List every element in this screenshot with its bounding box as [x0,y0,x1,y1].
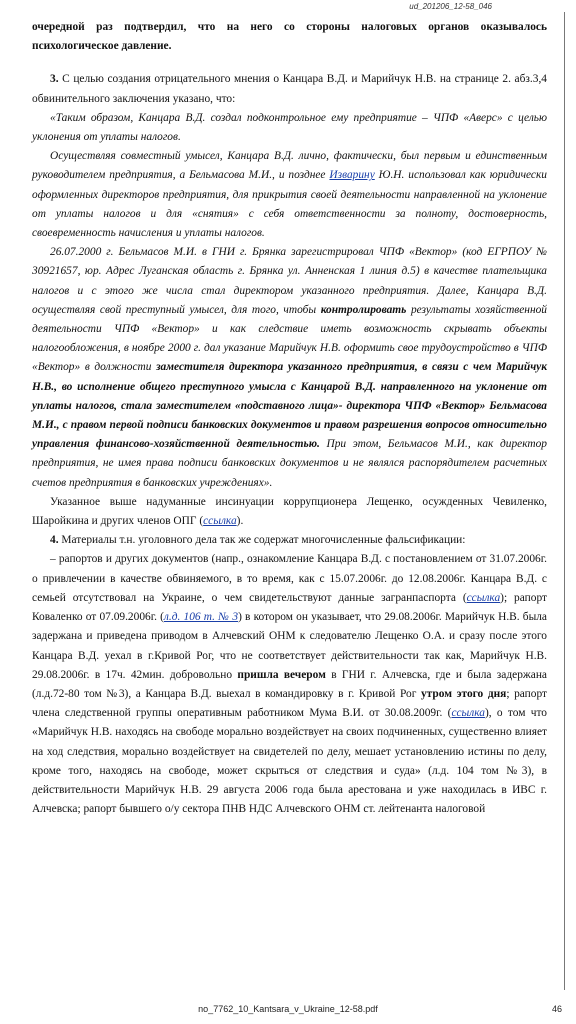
text-span: При этом, Бельмасов М.И., как директор предприятия, не имея права подписи банковских документов и не являлся распорядителем расчетных счетов предприятия в банковских учреждениях». [32,438,547,489]
quote-paragraph-2 [32,147,547,243]
link-source-3[interactable]: ссылка [451,707,485,720]
text-span: – рапортов и других документов (напр., ознакомление Канцара В.Д. с постановлением от 31.07.2006г. о привлечении в качестве обвиняемого, в то время, как с 15.07.2006г. до 12.08.2006г. Канцара В.Д. с семьей отсутствовал на Украине, о чем свидетельствуют данные загранпаспорта ( [32,553,547,604]
text-span: Материалы т.н. уголовного дела так же содержат многочисленные фальсификации: [58,534,466,547]
text-span: С целью создания отрицательного мнения о Канцара В.Д. и Марийчук Н.В. на странице 2. абз.3,4 обвинительного заключения указано, что: [32,73,547,105]
bold-text: пришла вечером [237,668,326,681]
point-number: 4. [50,534,59,547]
link-source-2[interactable]: ссылка [466,591,501,604]
document-reference: ud_201206_12-58_046 [409,2,492,11]
paragraph-point-3 [32,70,547,108]
bold-text: очередной раз подтвердил, что на него со стороны налоговых органов оказывалось психологическое давление. [32,21,547,53]
text-span: Ю.Н. использовал как юридически оформленных директоров предприятия, для прикрытия своей деятельности направленной на уклонение от уплаты налогов и для «снятия» с себя ответственности за полноту, достоверность, своевременность начисления и уплаты налогов. [32,169,548,240]
bold-text: утром этого дня [420,687,507,700]
link-izvarina[interactable]: Изварину [329,169,375,182]
paragraph-point-4 [32,531,547,550]
text-span: ) в котором он указывает, что 29.08.2006г. Марийчук Н.В. была задержана и приведена приводом в Алчевский ОНМ к следователю Лещенко О.А. и сразу после этого Канцара В.Д. уехал в г.Кривой Рог, что не соответствует действительности так как, Марийчук Н.В. 29.08.2006г. в 17ч. 42мин. добровольно [32,611,547,681]
bold-text: заместителя директора указанного предприятия, в связи с чем Марийчук Н.В., во исполнение общего преступного умысла с Канцарой В.Д. направленного на уклонение от уплаты налогов, стала заместителем «подставного лица»- директора ЧПФ «Вектор» Бельмасова М.И., с правом первой подписи банковских документов и правом разрешения вопросов относительно управления финансово-хозяйственной деятельностью. [32,361,548,451]
quote-paragraph-3 [32,243,547,493]
text-span: ); рапорт Коваленко от 07.09.2006г. ( [32,591,547,624]
text-span: ), о том что «Марийчук Н.В. находясь на свободе морально воздействует на своих подчиненных, существенно влияет на ход следствия, морально воздействует на свидетелей по делу, мешает установлению истины по делу, кроме того, находясь на свободе, может скрыться от следствия и суда» (л.д. 104 том №3), в действительности Марийчук Н.В. 29 августа 2006 года была арестована и уже находилась в ИВС г. Алчевска; рапорт бывшего о/у сектора ПНВ НДС Алчевского ОНМ ст. лейтенанта налоговой [32,707,547,816]
text-span: 26.07.2000 г. Бельмасов М.И. в ГНИ г. Брянка зарегистрировал ЧПФ «Вектор» (код ЕГРПОУ № 30921657, юр. Адрес Луганская область г. Брянка ул. Анненская 1 линия д.5) в качестве плательщика налогов и с этого же числа стал директором указанного предприятия. Далее, Канцара В.Д. осуществляя свой преступный умысел, для того, чтобы [32,246,547,316]
text-span: результаты хозяйственной деятельности ЧПФ «Вектор» и как следствие иметь возможность скрывать объекты налогообложения, в ноябре 2000 г. дал указание Марийчук Н.В. оформить свое трудоустройство в ЧПФ «Вектор» в должности [32,303,548,374]
paragraph-falsifications [32,550,547,819]
link-case-file[interactable]: л.д. 106 т. № 3 [163,611,239,624]
text-span: ). [236,515,244,528]
text-span: в ГНИ г. Алчевска, где и была задержана (л.д.72-80 том №3), а Канцара В.Д. выехал в командировку в г. Кривой Рог [32,668,547,700]
text-span: ; рапорт члена следственной группы оперативным работником Мума В.И. от 30.08.2009г. ( [32,687,547,720]
paragraph-insinuations [32,493,547,531]
page-number: 46 [551,1004,562,1014]
text-span: Осуществляя совместный умысел, Канцара В.Д. лично, фактически, был первым и единственным руководителем предприятия, а Бельмасова М.И., и позднее [32,150,547,182]
text-span: Указанное выше надуманные инсинуации коррупционера Лещенко, осужденных Чевиленко, Шаройкина и других членов ОПГ ( [32,495,547,528]
paragraph-continuation [32,18,547,56]
point-number: 3. [50,73,59,86]
footer-filename: no_7762_10_Kantsara_v_Ukraine_12-58.pdf [198,1004,378,1014]
document-body [32,18,547,819]
quote-paragraph-1 [32,109,547,147]
text-span: «Таким образом, Канцара В.Д. создал подконтрольное ему предприятие – ЧПФ «Аверс» с целью уклонения от уплаты налогов. [32,111,547,144]
link-source-1[interactable]: ссылка [203,515,237,528]
bold-text: контролировать [320,303,407,316]
